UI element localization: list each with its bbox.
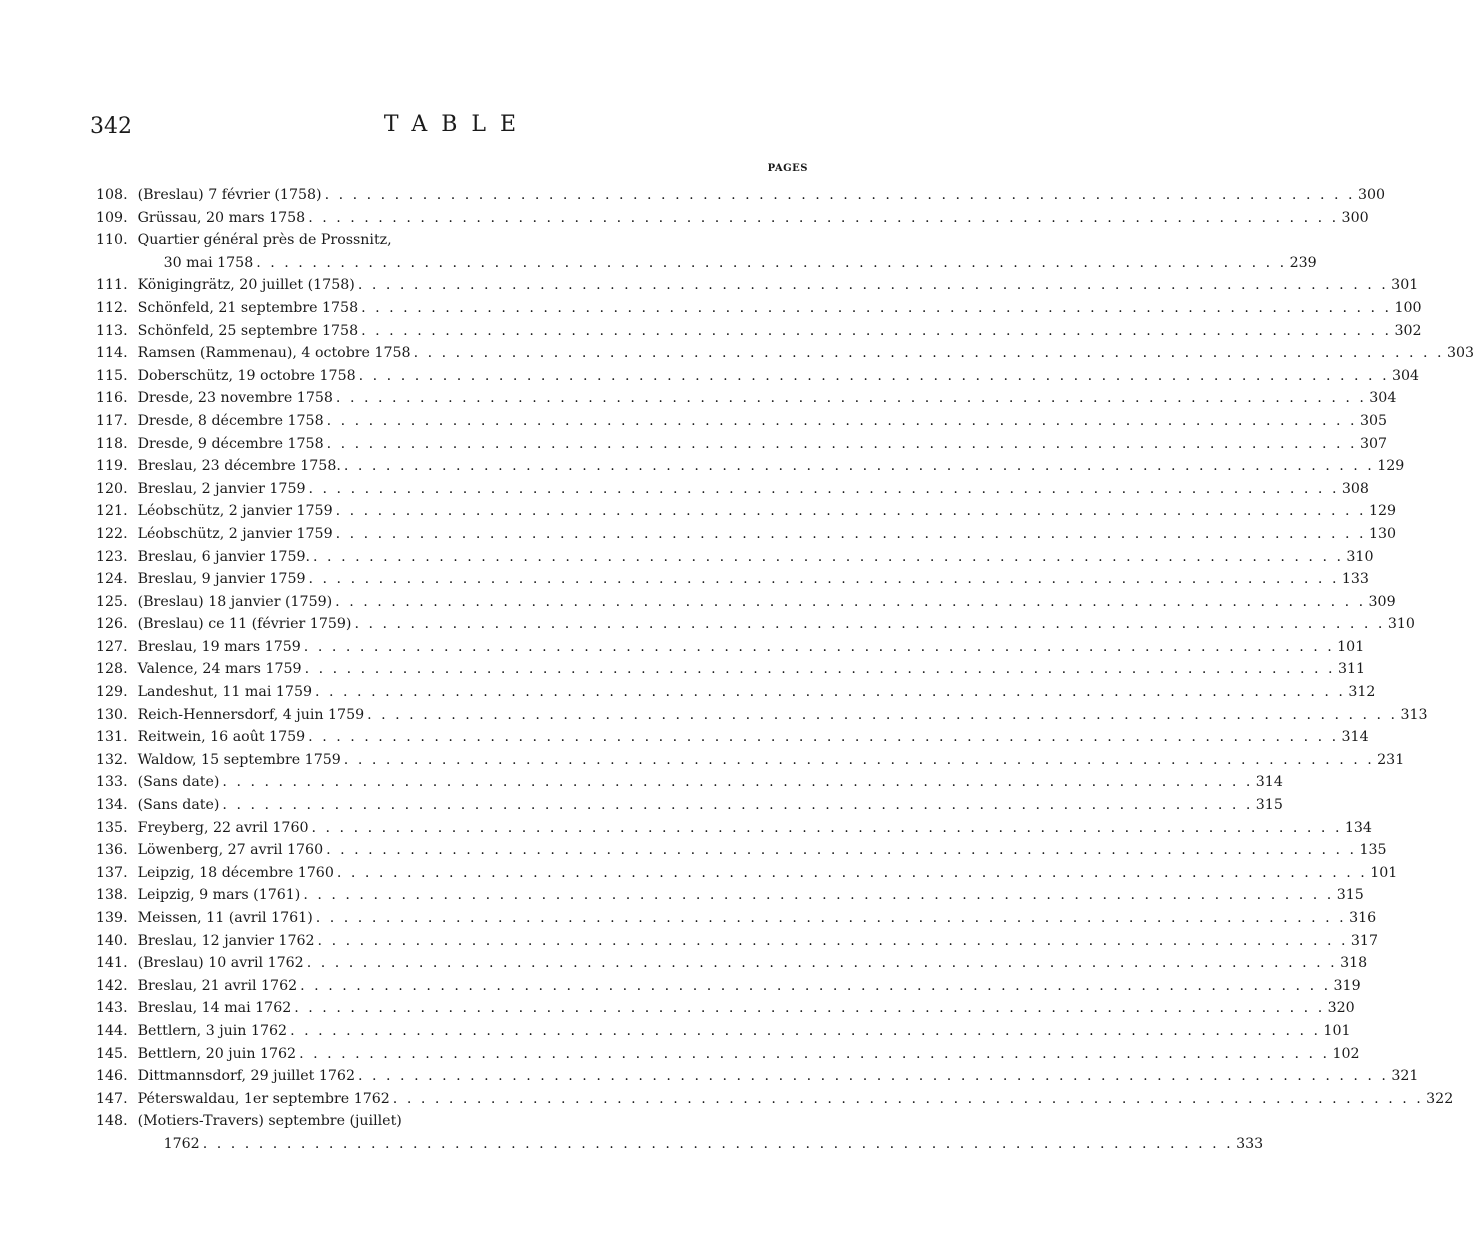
dot-leader	[355, 1065, 1388, 1088]
place-text: (Sans date)	[137, 774, 220, 791]
entry-number: 134.	[96, 797, 128, 814]
place-text: Grüssau, 20 mars 1758	[137, 209, 306, 226]
entry-place-date	[128, 1065, 1419, 1088]
entry-number: 113.	[96, 322, 128, 339]
page-ref: 135	[1359, 842, 1387, 859]
toc-entry	[96, 681, 1376, 704]
entry-number: 122.	[96, 525, 128, 542]
entry-place-date	[128, 274, 1419, 297]
page-ref: 129	[1377, 458, 1405, 475]
place-line	[138, 184, 1385, 207]
place-text: Breslau, 12 janvier 1762	[137, 932, 315, 949]
place-line	[138, 274, 1419, 297]
place-line	[138, 749, 1405, 772]
place-text: Breslau, 9 janvier 1759	[137, 571, 306, 588]
toc-entry	[96, 320, 1422, 343]
place-text: Péterswaldau, 1er septembre 1762	[137, 1090, 390, 1107]
entry-place-date	[128, 500, 1396, 523]
entry-number: 112.	[96, 299, 128, 316]
toc-entry	[96, 523, 1397, 546]
place-text: Breslau, 21 avril 1762	[137, 977, 298, 994]
page-ref: 304	[1392, 367, 1420, 384]
entry-number: 126.	[96, 616, 128, 633]
entry-place-date	[128, 1088, 1454, 1111]
place-line	[138, 207, 1369, 230]
page-ref: 101	[1337, 638, 1365, 655]
place-line	[138, 1043, 1360, 1066]
entry-number: 133.	[96, 774, 128, 791]
toc-entry	[96, 726, 1369, 749]
place-line	[138, 365, 1420, 388]
entry-place-date	[128, 1043, 1360, 1066]
entry-place-date	[128, 387, 1397, 410]
entry-number: 108.	[96, 187, 128, 203]
place-text: (Breslau) 18 janvier (1759)	[137, 593, 333, 610]
page-ref: 102	[1332, 1045, 1360, 1062]
place-text: Ramsen (Rammenau), 4 octobre 1758	[137, 345, 411, 362]
entry-number: 118.	[96, 435, 128, 452]
toc-entry	[96, 1110, 1264, 1155]
dot-leader	[324, 433, 1357, 456]
place-line	[138, 1020, 1351, 1043]
dot-leader	[219, 771, 1252, 794]
toc-entry	[96, 1043, 1360, 1066]
page-ref: 312	[1348, 684, 1376, 701]
page-ref: 322	[1426, 1090, 1454, 1107]
dot-leader	[287, 1020, 1320, 1043]
place-line	[138, 862, 1398, 885]
entry-place-date	[128, 794, 1283, 817]
place-text: Bettlern, 3 juin 1762	[137, 1022, 288, 1039]
page-ref: 305	[1359, 412, 1388, 429]
entry-place-date	[128, 997, 1355, 1020]
toc-entry	[96, 410, 1388, 433]
toc-entry	[96, 568, 1369, 591]
dot-leader	[323, 839, 1356, 862]
place-text: Léobschütz, 2 janvier 1759	[137, 503, 333, 520]
place-line	[138, 1065, 1419, 1088]
place-text: Valence, 24 mars 1759	[137, 661, 302, 678]
entry-place-date	[128, 771, 1283, 794]
place-text: Schönfeld, 21 septembre 1758	[137, 299, 359, 316]
dot-leader	[355, 274, 1388, 297]
page-ref: 315	[1336, 887, 1364, 904]
dot-leader	[358, 297, 1391, 320]
place-text: Léobschütz, 2 janvier 1759	[137, 525, 333, 542]
place-line	[138, 410, 1387, 433]
toc-entry	[96, 862, 1398, 885]
toc-entry	[96, 613, 1415, 636]
entry-number: 114.	[96, 345, 128, 362]
page-ref: 318	[1340, 955, 1368, 972]
place-line	[138, 839, 1387, 862]
place-line	[138, 930, 1378, 953]
page-ref: 301	[1391, 277, 1419, 294]
place-text: Doberschütz, 19 octobre 1758	[137, 367, 356, 384]
place-line	[138, 500, 1396, 523]
dot-leader	[310, 546, 1343, 569]
toc-entry	[96, 433, 1388, 456]
entry-number: 124.	[96, 571, 128, 588]
page-ref: 321	[1391, 1068, 1419, 1085]
page-ref: 314	[1341, 729, 1369, 746]
page-ref: 313	[1400, 706, 1428, 723]
entry-place-date	[128, 930, 1378, 953]
dot-leader	[341, 455, 1374, 478]
place-line	[138, 342, 1474, 365]
page-ref: 308	[1341, 480, 1369, 497]
page-ref: 239	[1289, 254, 1317, 271]
dot-leader	[219, 794, 1252, 817]
entry-place-date	[128, 297, 1422, 320]
place-text: Landeshut, 11 mai 1759	[137, 684, 312, 701]
place-text: Dittmannsdorf, 29 juillet 1762	[137, 1068, 355, 1085]
page-ref: 101	[1370, 864, 1398, 881]
page-number: 342	[90, 114, 132, 139]
place-text: 30 mai 1758	[163, 254, 254, 271]
page-ref: 300	[1341, 209, 1369, 226]
toc-entry	[96, 274, 1419, 297]
place-text: Breslau, 14 mai 1762	[137, 1000, 292, 1017]
dot-leader	[309, 817, 1342, 840]
toc-entry	[96, 500, 1397, 523]
page-ref: 101	[1323, 1022, 1351, 1039]
entry-number: 146.	[96, 1068, 128, 1085]
place-line	[138, 975, 1361, 998]
dot-leader	[341, 749, 1374, 772]
entry-place-date	[128, 433, 1387, 456]
place-text: Breslau, 2 janvier 1759	[137, 480, 306, 497]
entry-place-date	[128, 952, 1368, 975]
dot-leader	[296, 1043, 1329, 1066]
place-line	[138, 726, 1369, 749]
dot-leader	[253, 252, 1286, 275]
entry-place-date	[128, 862, 1398, 885]
entry-place-date	[128, 817, 1372, 840]
entry-number: 109.	[96, 209, 128, 226]
dot-leader	[301, 636, 1334, 659]
entry-number: 123.	[96, 548, 128, 565]
place-text: Breslau, 19 mars 1759	[137, 638, 301, 655]
entry-place-date	[128, 613, 1415, 636]
dot-leader	[324, 410, 1357, 433]
entry-place-date	[128, 455, 1405, 478]
entry-place-date	[128, 907, 1377, 930]
toc-entry	[96, 342, 1474, 365]
place-line	[138, 636, 1365, 659]
toc-entry	[96, 207, 1369, 230]
place-line	[138, 681, 1376, 704]
entry-number: 137.	[96, 864, 128, 881]
place-text: Schönfeld, 25 septembre 1758	[137, 322, 359, 339]
dot-leader	[315, 930, 1348, 953]
toc-entry	[96, 1020, 1351, 1043]
toc-entry	[96, 546, 1374, 569]
dot-leader	[358, 320, 1391, 343]
place-line	[138, 884, 1364, 907]
dot-leader	[390, 1088, 1423, 1111]
dot-leader	[356, 365, 1389, 388]
entry-number: 121.	[96, 503, 128, 520]
page-ref: 133	[1341, 571, 1369, 588]
place-line	[138, 478, 1369, 501]
place-text: (Motiers-Travers) septembre (juillet)	[137, 1113, 402, 1130]
dot-leader	[297, 975, 1330, 998]
entry-number: 130.	[96, 706, 128, 723]
entry-place-date	[128, 704, 1428, 727]
place-text: (Sans date)	[137, 797, 220, 814]
entry-place-date	[128, 523, 1396, 546]
entry-place-date	[128, 884, 1364, 907]
toc-entry	[96, 1088, 1454, 1111]
dot-leader	[411, 342, 1444, 365]
entry-number: 129.	[96, 684, 128, 701]
entry-number: 120.	[96, 480, 128, 497]
dot-leader	[333, 500, 1366, 523]
entry-place-date	[128, 478, 1369, 501]
page-ref: 307	[1359, 435, 1388, 452]
place-line	[138, 794, 1283, 817]
page-ref: 333	[1236, 1135, 1264, 1152]
entry-number: 142.	[96, 977, 128, 994]
pages-column-label: PAGES	[767, 163, 808, 174]
place-line-continued	[138, 252, 1317, 275]
place-text: Königingrätz, 20 juillet (1758)	[137, 277, 355, 294]
toc-entry	[96, 794, 1283, 817]
toc-entry	[96, 591, 1396, 614]
dot-leader	[351, 613, 1384, 636]
dot-leader	[305, 726, 1338, 749]
toc-entry	[96, 365, 1420, 388]
place-line	[138, 568, 1369, 591]
entry-number: 135.	[96, 819, 128, 836]
entry-number: 119.	[96, 458, 128, 475]
entry-place-date	[128, 658, 1365, 681]
page-ref: 300	[1357, 187, 1386, 203]
page-ref: 129	[1368, 503, 1397, 520]
entry-place-date	[128, 726, 1369, 749]
place-text: Breslau, 23 décembre 1758.	[137, 458, 341, 475]
dot-leader	[332, 591, 1365, 614]
page-ref: 310	[1346, 548, 1374, 565]
page-ref: 316	[1349, 910, 1377, 926]
entry-place-date	[128, 568, 1369, 591]
page-title: TABLE	[383, 112, 531, 137]
entry-number: 144.	[96, 1022, 128, 1039]
page-ref: 130	[1368, 525, 1397, 542]
entry-number: 131.	[96, 729, 128, 746]
entry-place-date	[128, 749, 1405, 772]
place-text: (Breslau) 10 avril 1762	[137, 955, 304, 972]
table-of-contents	[96, 184, 1474, 1156]
place-line	[138, 704, 1428, 727]
page-ref: 319	[1333, 977, 1361, 994]
toc-entry	[96, 184, 1386, 207]
place-text: Quartier général près de Prossnitz,	[137, 232, 392, 249]
page-ref: 302	[1394, 322, 1422, 339]
page-ref: 315	[1255, 797, 1283, 814]
place-line	[138, 229, 1317, 252]
entry-place-date	[128, 1020, 1351, 1043]
toc-entry	[96, 704, 1428, 727]
place-text: Meissen, 11 (avril 1761)	[137, 910, 313, 926]
toc-entry	[96, 771, 1283, 794]
place-text: Bettlern, 20 juin 1762	[137, 1045, 297, 1062]
toc-entry	[96, 1065, 1419, 1088]
entry-number: 132.	[96, 751, 128, 768]
place-line	[138, 455, 1405, 478]
entry-number: 140.	[96, 932, 128, 949]
place-line	[138, 320, 1422, 343]
toc-entry	[96, 658, 1366, 681]
entry-place-date	[128, 975, 1361, 998]
place-line	[138, 771, 1283, 794]
toc-entry	[96, 975, 1361, 998]
page-ref: 231	[1377, 751, 1405, 768]
page-ref: 309	[1368, 593, 1396, 610]
place-line	[138, 591, 1396, 614]
place-text: Leipzig, 18 décembre 1760	[137, 864, 334, 881]
toc-entry	[96, 749, 1405, 772]
page-ref: 320	[1327, 1000, 1355, 1017]
page-ref: 303	[1446, 345, 1474, 362]
entry-number: 128.	[96, 661, 128, 678]
place-text: Waldow, 15 septembre 1759	[137, 751, 341, 768]
entry-number: 127.	[96, 638, 128, 655]
dot-leader	[313, 907, 1346, 930]
place-text: (Breslau) ce 11 (février 1759)	[137, 616, 352, 633]
dot-leader	[306, 478, 1339, 501]
entry-number: 147.	[96, 1090, 128, 1107]
dot-leader	[291, 997, 1324, 1020]
entry-number: 138.	[96, 887, 128, 904]
page-ref: 304	[1369, 390, 1397, 407]
place-line	[138, 907, 1377, 930]
dot-leader	[334, 862, 1367, 885]
page-ref: 310	[1387, 616, 1415, 633]
place-line-continued	[138, 1133, 1264, 1156]
toc-entry	[96, 636, 1365, 659]
toc-entry	[96, 455, 1405, 478]
dot-leader	[364, 704, 1397, 727]
place-text: Reitwein, 16 août 1759	[137, 729, 306, 746]
dot-leader	[333, 387, 1366, 410]
place-line	[138, 613, 1415, 636]
place-line	[138, 433, 1387, 456]
dot-leader	[322, 184, 1355, 207]
dot-leader	[312, 681, 1345, 704]
entry-number: 110.	[96, 232, 128, 249]
dot-leader	[304, 952, 1337, 975]
entry-number: 125.	[96, 593, 128, 610]
place-line	[138, 1110, 1264, 1133]
entry-number: 143.	[96, 1000, 128, 1017]
place-text: 1762	[163, 1135, 200, 1152]
place-text: Dresde, 8 décembre 1758	[137, 412, 324, 429]
place-line	[138, 387, 1397, 410]
entry-number: 116.	[96, 390, 128, 407]
toc-entry	[96, 907, 1377, 930]
place-text: Dresde, 9 décembre 1758	[137, 435, 324, 452]
entry-place-date	[128, 320, 1422, 343]
dot-leader	[333, 523, 1366, 546]
dot-leader	[300, 884, 1333, 907]
page-ref: 314	[1255, 774, 1283, 791]
dot-leader	[306, 568, 1339, 591]
entry-place-date	[128, 546, 1374, 569]
entry-number: 145.	[96, 1045, 128, 1062]
place-text: (Breslau) 7 février (1758)	[137, 187, 322, 203]
entry-place-date	[128, 342, 1474, 365]
place-text: Dresde, 23 novembre 1758	[137, 390, 333, 407]
toc-entry	[96, 229, 1317, 274]
entry-number: 136.	[96, 842, 128, 859]
entry-number: 115.	[96, 367, 128, 384]
toc-entry	[96, 997, 1355, 1020]
toc-entry	[96, 478, 1369, 501]
entry-place-date	[128, 1110, 1264, 1155]
place-line	[138, 997, 1355, 1020]
place-text: Breslau, 6 janvier 1759.	[137, 548, 311, 565]
place-text: Löwenberg, 27 avril 1760	[137, 842, 324, 859]
toc-entry	[96, 297, 1422, 320]
entry-number: 148.	[96, 1113, 128, 1130]
entry-number: 139.	[96, 910, 128, 926]
place-line	[138, 817, 1372, 840]
toc-entry	[96, 884, 1364, 907]
entry-number: 117.	[96, 412, 128, 429]
page-ref: 134	[1344, 819, 1372, 836]
entry-place-date	[128, 207, 1369, 230]
toc-entry	[96, 817, 1372, 840]
dot-leader	[200, 1133, 1233, 1156]
toc-entry	[96, 952, 1368, 975]
place-line	[138, 952, 1368, 975]
entry-place-date	[128, 681, 1376, 704]
place-text: Freyberg, 22 avril 1760	[137, 819, 309, 836]
dot-leader	[305, 207, 1338, 230]
entry-number: 111.	[96, 277, 128, 294]
entry-place-date	[128, 591, 1396, 614]
place-line	[138, 297, 1422, 320]
entry-place-date	[128, 636, 1365, 659]
entry-place-date	[128, 365, 1420, 388]
entry-place-date	[128, 184, 1385, 207]
entry-number: 141.	[96, 955, 128, 972]
page-ref: 317	[1350, 932, 1378, 949]
place-text: Reich-Hennersdorf, 4 juin 1759	[137, 706, 365, 723]
entry-place-date	[128, 410, 1387, 433]
toc-entry	[96, 387, 1397, 410]
entry-place-date	[128, 839, 1387, 862]
page-ref: 311	[1337, 661, 1366, 678]
toc-entry	[96, 930, 1378, 953]
entry-place-date	[128, 229, 1317, 274]
page-ref: 100	[1394, 299, 1422, 316]
place-text: Leipzig, 9 mars (1761)	[137, 887, 301, 904]
place-line	[138, 1088, 1454, 1111]
toc-entry	[96, 839, 1387, 862]
place-line	[138, 523, 1396, 546]
dot-leader	[302, 658, 1335, 681]
place-line	[138, 658, 1365, 681]
place-line	[138, 546, 1374, 569]
